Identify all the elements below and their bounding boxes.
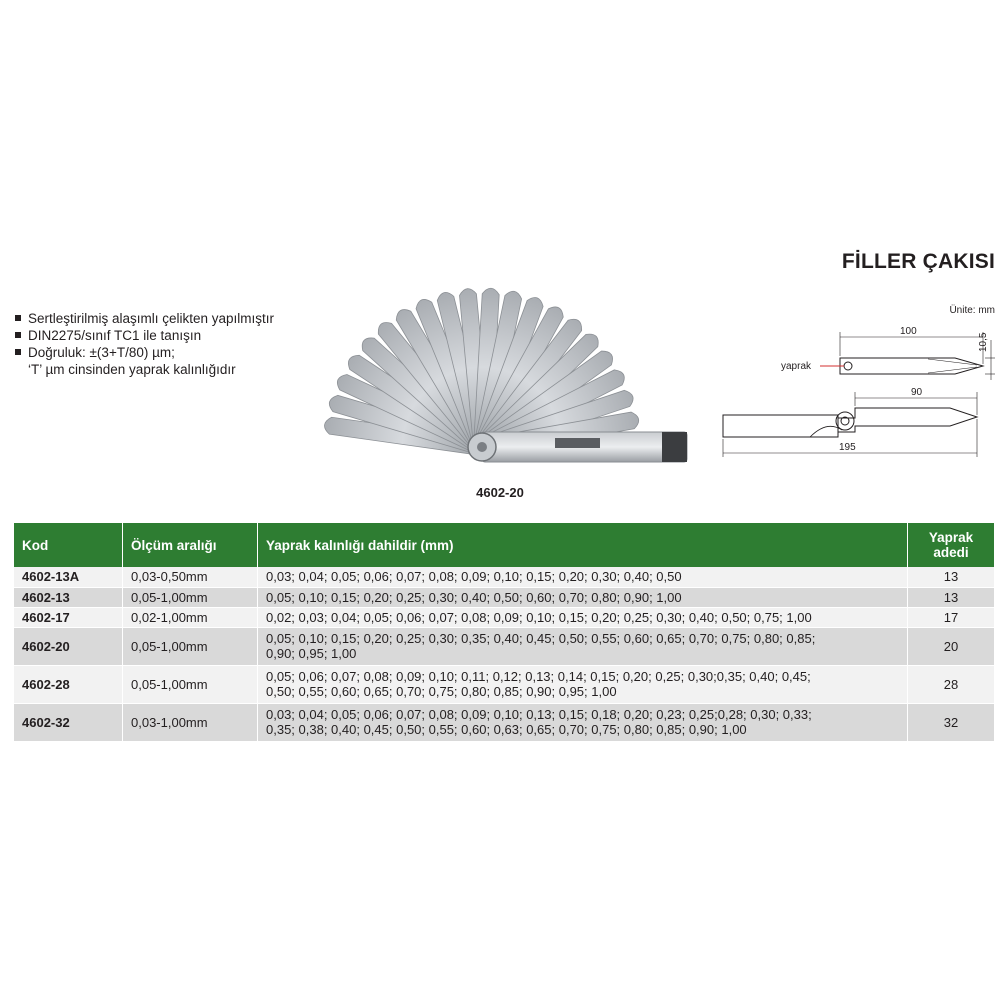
cell-code: 4602-32	[14, 703, 123, 741]
header-count: Yaprak adedi	[908, 523, 995, 567]
leaf-line: 0,03; 0,04; 0,05; 0,06; 0,07; 0,08; 0,09; 0,10; 0,15; 0,20; 0,30; 0,40; 0,50	[266, 569, 682, 585]
photo-caption: 4602-20	[476, 485, 524, 500]
spec-table	[14, 523, 994, 742]
cell-count: 32	[908, 703, 995, 741]
feature-item: DIN2275/sınıf TC1 ile tanışın	[14, 327, 274, 344]
dim-leaf-width: 10,5	[978, 332, 989, 352]
cell-range: 0,02-1,00mm	[123, 607, 258, 627]
table-row	[14, 665, 994, 703]
feature-list	[14, 310, 274, 378]
feature-item: Sertleştirilmiş alaşımlı çelikten yapılmıştır	[14, 310, 274, 327]
cell-range: 0,03-1,00mm	[123, 703, 258, 741]
cell-range: 0,05-1,00mm	[123, 627, 258, 665]
unit-label: Ünite: mm	[949, 305, 995, 316]
cell-code: 4602-13	[14, 587, 123, 607]
dim-leaf-length: 100	[900, 326, 917, 337]
pivot-screw-center	[477, 442, 487, 452]
cell-count: 28	[908, 665, 995, 703]
dimension-drawing	[715, 320, 1000, 465]
cell-code: 4602-13A	[14, 567, 123, 587]
handle-end	[662, 432, 687, 462]
leaf-line: 0,05; 0,10; 0,15; 0,20; 0,25; 0,30; 0,40; 0,50; 0,60; 0,70; 0,80; 0,90; 1,00	[266, 589, 682, 605]
leaf-line: 0,03; 0,04; 0,05; 0,06; 0,07; 0,08; 0,09; 0,10; 0,13; 0,15; 0,18; 0,20; 0,23; 0,25;0,28; 0,30; 0,33;	[266, 707, 812, 722]
cell-leaves	[258, 607, 908, 627]
cell-code: 4602-20	[14, 627, 123, 665]
bullet-icon	[15, 349, 21, 355]
bullet-icon	[15, 315, 21, 321]
cell-leaves	[258, 587, 908, 607]
cell-leaves	[258, 703, 908, 741]
cell-range: 0,03-0,50mm	[123, 567, 258, 587]
leaf-line: 0,50; 0,55; 0,60; 0,65; 0,70; 0,75; 0,80; 0,85; 0,90; 0,95; 1,00	[266, 684, 617, 699]
header-range: Ölçüm aralığı	[123, 523, 258, 567]
page-title: FİLLER ÇAKISI	[841, 250, 995, 273]
leaf-drawing	[820, 332, 995, 380]
feeler-leaves	[323, 288, 640, 456]
cell-count: 13	[908, 587, 995, 607]
feature-item: Doğruluk: ±(3+T/80) µm;	[14, 344, 274, 361]
table-row	[14, 627, 994, 665]
table-header-row	[14, 523, 994, 567]
leaf-line: 0,05; 0,10; 0,15; 0,20; 0,25; 0,30; 0,35; 0,40; 0,45; 0,50; 0,55; 0,60; 0,65; 0,70; 0,75; 0,80; 0,85;	[266, 631, 816, 646]
dim-blade-length: 90	[911, 387, 923, 398]
cell-count: 17	[908, 607, 995, 627]
cell-leaves	[258, 567, 908, 587]
product-photo	[300, 270, 700, 470]
dim-total-length: 195	[839, 442, 856, 453]
cell-range: 0,05-1,00mm	[123, 587, 258, 607]
header-code: Kod	[14, 523, 123, 567]
leaf-line: 0,35; 0,38; 0,40; 0,45; 0,50; 0,55; 0,60; 0,63; 0,65; 0,70; 0,75; 0,80; 0,85; 0,90; 1,00	[266, 722, 747, 737]
header-leaves: Yaprak kalınlığı dahildir (mm)	[258, 523, 908, 567]
cell-range: 0,05-1,00mm	[123, 665, 258, 703]
table-row	[14, 587, 994, 607]
cell-count: 20	[908, 627, 995, 665]
bullet-icon	[15, 332, 21, 338]
cell-leaves	[258, 627, 908, 665]
cell-leaves	[258, 665, 908, 703]
leaf-label: yaprak	[781, 361, 812, 372]
cell-count: 13	[908, 567, 995, 587]
cell-code: 4602-28	[14, 665, 123, 703]
table-row	[14, 607, 994, 627]
leaf-line: 0,02; 0,03; 0,04; 0,05; 0,06; 0,07; 0,08; 0,09; 0,10; 0,15; 0,20; 0,25; 0,30; 0,40; 0,50; 0,75; 1,00	[266, 609, 812, 625]
table-row	[14, 567, 994, 587]
feature-item-continuation: ‘T’ µm cinsinden yaprak kalınlığıdır	[28, 362, 236, 377]
brand-label	[555, 438, 600, 448]
leaf-line: 0,05; 0,06; 0,07; 0,08; 0,09; 0,10; 0,11; 0,12; 0,13; 0,14; 0,15; 0,20; 0,25; 0,30;0,35; 0,40; 0,45;	[266, 669, 811, 684]
table-row	[14, 703, 994, 741]
leaf-line: 0,90; 0,95; 1,00	[266, 646, 357, 661]
cell-code: 4602-17	[14, 607, 123, 627]
